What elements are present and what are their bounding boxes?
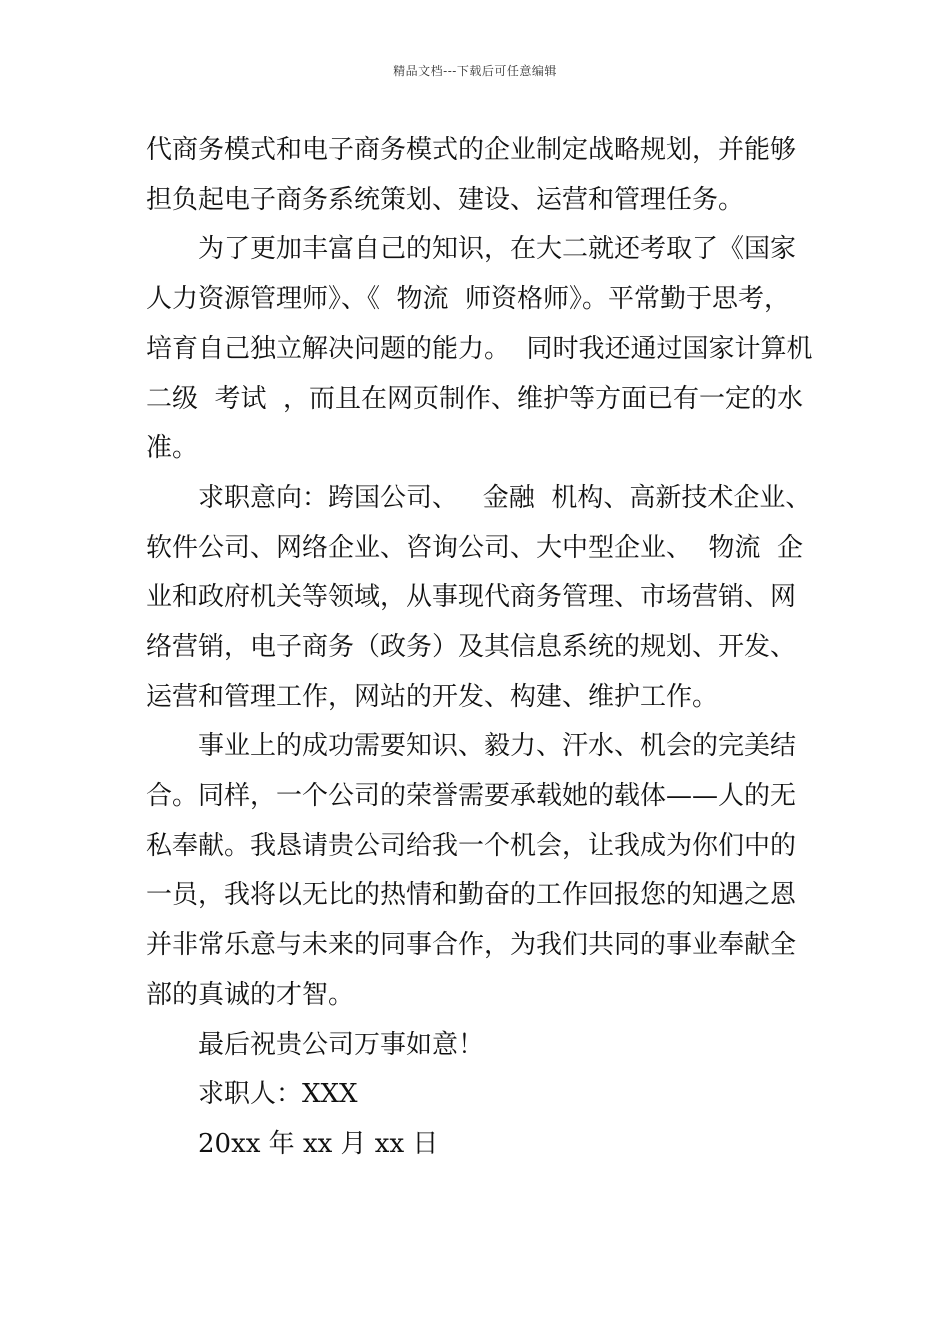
body-line: 培育自己独立解决问题的能力。 同时我还通过国家计算机 [146,334,813,364]
body-line: 二级 考试 ，而且在网页制作、维护等方面已有一定的水 [146,384,804,414]
body-line: 代商务模式和电子商务模式的企业制定战略规划，并能够 [146,135,797,165]
body-line: 人力资源管理师》、《 物流 师资格师》。平常勤于思考， [146,284,791,314]
paragraph-start-line: 求职意向：跨国公司、 金融 机构、高新技术企业、 [198,483,812,513]
body-line: 并非常乐意与未来的同事合作，为我们共同的事业奉献全 [146,930,797,960]
body-line: 络营销，电子商务（政务）及其信息系统的规划、开发、 [146,632,797,662]
paragraph-start-line: 事业上的成功需要知识、毅力、汗水、机会的完美结 [198,731,797,761]
body-line: 部的真诚的才智。 [146,980,355,1010]
page-header: 精品文档---下载后可任意编辑 [393,64,557,78]
date-line: 20xx 年 xx 月 xx 日 [198,1129,439,1159]
body-line: 担负起电子商务系统策划、建设、运营和管理任务。 [146,185,745,215]
body-line: 业和政府机关等领域，从事现代商务管理、市场营销、网 [146,582,797,612]
body-line: 软件公司、网络企业、咨询公司、大中型企业、 物流 企 [146,533,804,563]
paragraph-start-line: 为了更加丰富自己的知识，在大二就还考取了《国家 [198,234,797,264]
body-line: 私奉献。我恳请贵公司给我一个机会，让我成为你们中的 [146,831,797,861]
body-line: 运营和管理工作，网站的开发、构建、维护工作。 [146,682,719,712]
closing-wish: 最后祝贵公司万事如意！ [198,1030,485,1060]
body-line: 一员，我将以无比的热情和勤奋的工作回报您的知遇之恩 [146,880,797,910]
applicant-signature: 求职人：XXX [198,1079,358,1109]
body-line: 准。 [146,433,199,463]
body-line: 合。同样，一个公司的荣誉需要承载她的载体——人的无 [146,781,797,811]
